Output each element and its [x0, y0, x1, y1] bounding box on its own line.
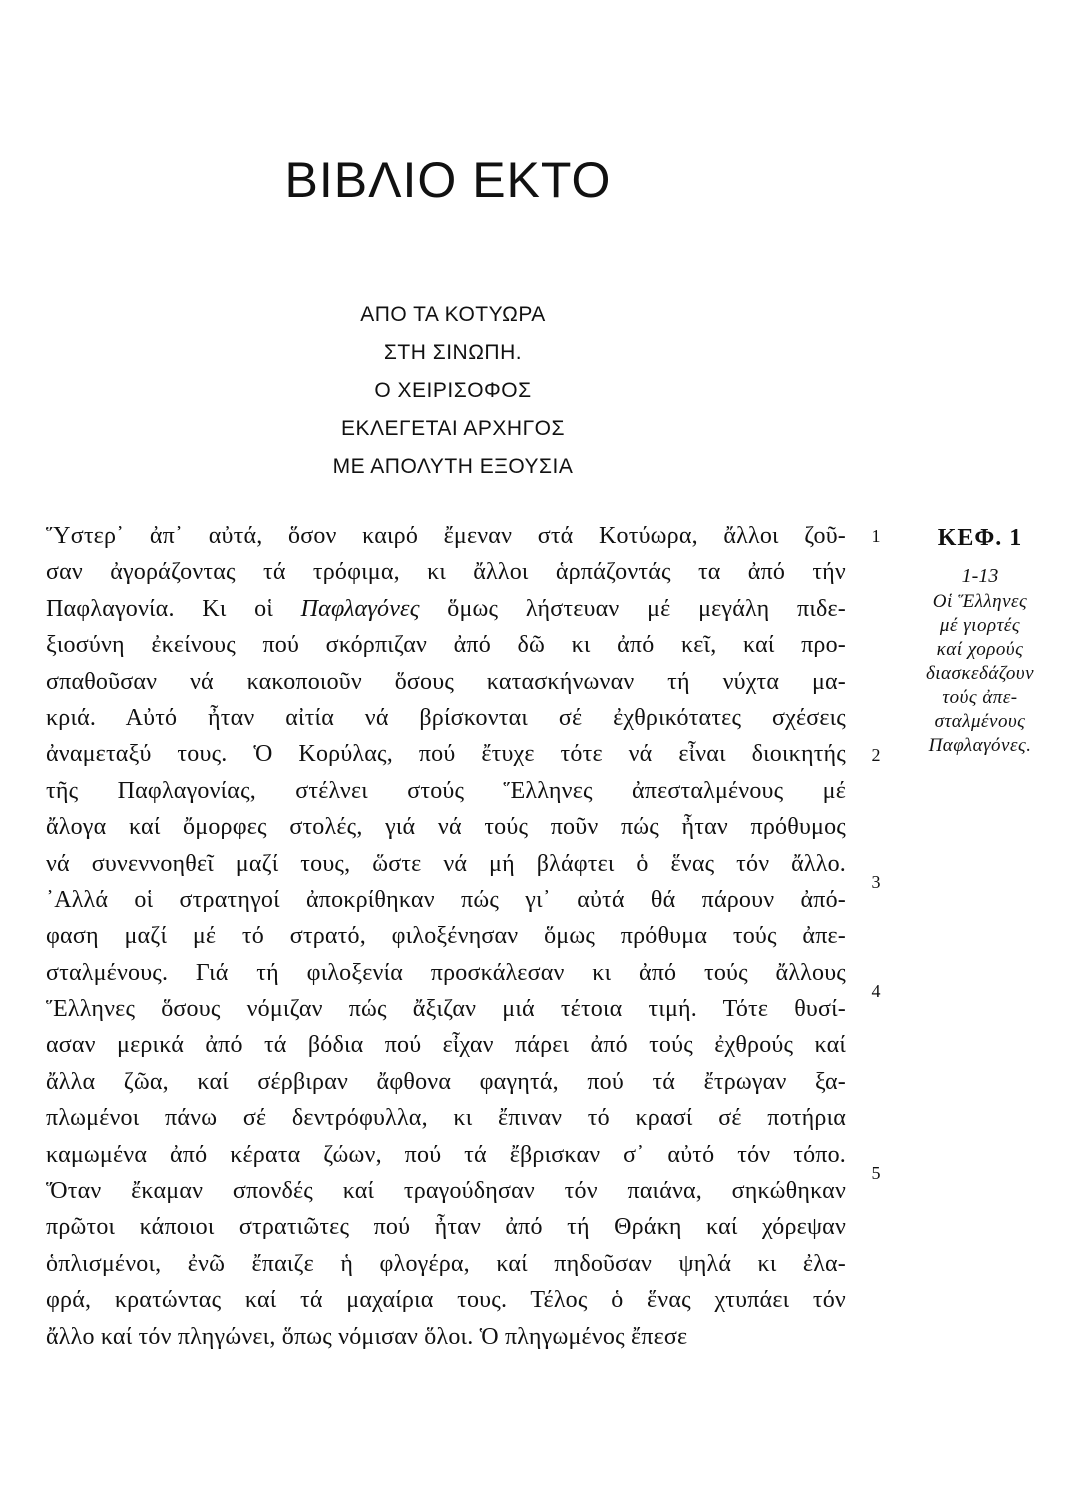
text-fragment: Παφλαγονία. Κι οἱ [46, 595, 301, 622]
paragraph-number: 3 [871, 872, 881, 892]
text-line: φαση μαζί μέ τό στρατό, φιλοξένησαν ὅμως πρόθυμα τούς ἀπε- [46, 923, 846, 950]
section-heading [0, 296, 906, 486]
chapter-label: ΚΕΦ. 1 [937, 525, 1023, 551]
note-line: Παφλαγόνες. [928, 735, 1032, 756]
text-line: Ὅταν ἔκαμαν σπονδές καί τραγούδησαν τόν παιάνα, σηκώθηκαν [46, 1178, 846, 1205]
text-line: ᾽Αλλά οἱ στρατηγοί ἀποκρίθηκαν πώς γι᾽ αὐτά θά πάρουν ἀπό- [46, 886, 846, 913]
paragraph-number: 5 [871, 1163, 881, 1183]
heading-line: ΣΤΗ ΣΙΝΩΠΗ. [383, 341, 523, 364]
text-line: πρῶτοι κάποιοι στρατιῶτες πού ἦταν ἀπό τή Θράκη καί χόρεψαν [46, 1214, 846, 1241]
note-line: διασκεδάζουν [925, 663, 1035, 684]
text-fragment: ὅμως λήστευαν μέ μεγάλη πιδε- [419, 595, 846, 622]
paragraph-number: 1 [871, 526, 881, 546]
book-title: ΒΙΒΛΙΟ ΕΚΤΟ [284, 152, 612, 208]
note-line: μέ γιορτές [939, 615, 1021, 636]
text-line: ὁπλισμένοι, ἐνῶ ἔπαιζε ἡ φλογέρα, καί πηδοῦσαν ψηλά κι ἐλα- [46, 1250, 846, 1277]
note-line: τούς ἀπε- [942, 687, 1018, 708]
text-line: σαν ἀγοράζοντας τά τρόφιμα, κι ἄλλοι ἁρπάζοντάς τα ἀπό τήν [46, 559, 846, 586]
paragraph-range: 1-13 [961, 565, 999, 587]
text-line: ἀναμεταξύ τους. Ὁ Κορύλας, πού ἔτυχε τότε νά εἶναι διοικητής [46, 741, 846, 768]
text-line: νά συνεννοηθεῖ μαζί τους, ὥστε νά μή βλάφτει ὁ ἕνας τόν ἄλλο. [46, 850, 846, 877]
paragraph-number: 2 [871, 745, 881, 765]
text-line: ἄλογα καί ὄμορφες στολές, γιά νά τούς ποῦν πώς ἦταν πρόθυμος [46, 814, 846, 841]
text-line: ἄλλα ζῶα, καί σέρβιραν ἄφθονα φαγητά, πού τά ἔτρωγαν ξα- [46, 1068, 846, 1095]
text-line: ἄλλο καί τόν πληγώνει, ὅπως νόμισαν ὅλοι. Ὁ πληγωμένος ἔπεσε [46, 1323, 688, 1350]
text-line: κριά. Αὐτό ἦταν αἰτία νά βρίσκονται σέ ἐχθρικότατες σχέσεις [46, 704, 846, 731]
text-line: τῆς Παφλαγονίας, στέλνει στούς Ἕλληνες ἀπεσταλμένους μέ [46, 777, 846, 804]
margin-note [896, 520, 1064, 758]
text-line: φρά, κρατώντας καί τά μαχαίρια τους. Τέλος ὁ ἕνας χτυπάει τόν [46, 1287, 846, 1314]
text-line: σταλμένους. Γιά τή φιλοξενία προσκάλεσαν κι ἀπό τούς ἄλλους [46, 959, 846, 986]
heading-line: ΜΕ ΑΠΟΛΥΤΗ ΕΞΟΥΣΙΑ [332, 455, 574, 478]
text-line: Ὕστερ᾽ ἀπ᾽ αὐτά, ὅσον καιρό ἔμεναν στά Κοτύωρα, ἄλλοι ζοῦ- [46, 523, 846, 549]
text-line: Ἕλληνες ὅσους νόμιζαν πώς ἄξιζαν μιά τέτοια τιμή. Τότε θυσί- [46, 996, 846, 1023]
heading-line: ΕΚΛΕΓΕΤΑΙ ΑΡΧΗΓΟΣ [341, 417, 565, 440]
heading-line: ΑΠΟ ΤΑ ΚΟΤΥΩΡΑ [360, 303, 546, 326]
italic-term: Παφλαγόνες [300, 595, 420, 622]
text-line: σπαθοῦσαν νά κακοποιοῦν ὅσους κατασκήνωναν τή νύχτα μα- [46, 668, 846, 695]
paragraph-number: 4 [871, 981, 881, 1001]
heading-line: Ο ΧΕΙΡΙΣΟΦΟΣ [374, 379, 532, 402]
note-line: Οἱ Ἕλληνες [932, 591, 1028, 612]
note-line: καί χορούς [936, 639, 1024, 660]
text-line [46, 591, 846, 627]
text-line: ξιοσύνη ἐκείνους πού σκόρπιζαν ἀπό δῶ κι ἀπό κεῖ, καί προ- [46, 632, 846, 659]
text-line: πλωμένοι πάνω σέ δεντρόφυλλα, κι ἔπιναν τό κρασί σέ ποτήρια [46, 1105, 846, 1132]
text-line: καμωμένα ἀπό κέρατα ζώων, πού τά ἔβρισκαν σ᾽ αὐτό τόν τόπο. [46, 1141, 846, 1168]
note-line: σταλμένους [934, 711, 1026, 732]
body-text [46, 518, 846, 1355]
text-line: ασαν μερικά ἀπό τά βόδια πού εἶχαν πάρει ἀπό τούς ἐχθρούς καί [46, 1032, 846, 1059]
